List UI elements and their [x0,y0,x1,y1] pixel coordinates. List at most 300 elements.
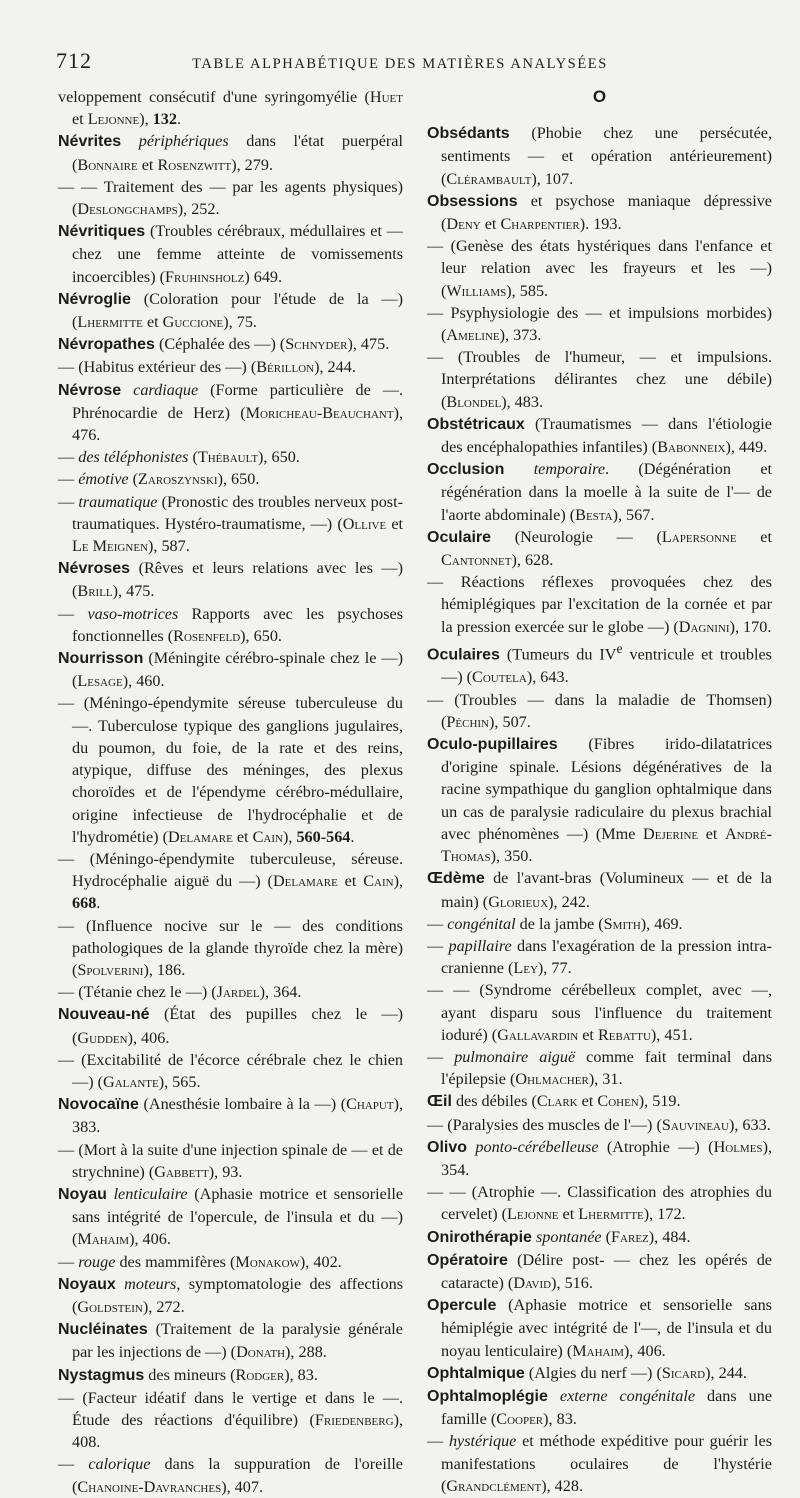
entry-text: Holmes [713,1137,763,1156]
entry-text: 560-564 [296,827,351,846]
index-entry [58,491,403,558]
entry-text: — (Paralysies des muscles de l'—) ( [427,1115,662,1134]
entry-text: ), 565. [158,1072,201,1091]
index-entry [58,379,403,447]
index-entry [427,689,772,733]
entry-headword: Opératoire [427,1251,508,1269]
entry-headword: Oculo-pupillaires [427,736,558,754]
entry-text: ), 406. [623,1341,666,1360]
left-column [58,86,403,1498]
entry-text: et [137,155,158,174]
entry-text: ), [393,872,403,891]
right-column [427,86,772,1497]
entry-text: et psychose maniaque dépressive ( [441,191,772,234]
entry-text: Chaput [346,1095,394,1114]
entry-text: (Méningite cérébro-spinale chez le —) ( [72,649,403,691]
entry-text: congénital [447,914,516,933]
entry-text: . (Dégénération et régénération dans la moelle à la suite de l'— de l'aorte abdominale) ( [441,460,772,524]
entry-text: ), 633. [728,1115,771,1134]
index-entry [58,288,403,333]
entry-text: ( [188,448,198,467]
entry-text: Goldstein [77,1297,143,1316]
entry-text: ), 350. [490,847,533,866]
entry-headword: Nystagmus [58,1366,145,1384]
index-entry [58,1453,403,1497]
entry-text: et [558,1205,579,1224]
entry-text [548,1387,560,1405]
entry-text: dans l'état puerpéral ( [72,132,403,174]
entry-text: Sauvineau [661,1115,729,1134]
entry-text: Delamare [167,827,233,846]
entry-text: ), 406. [129,1230,171,1249]
entry-text: ), 451. [650,1025,693,1044]
entry-text: ), 31. [588,1070,623,1089]
entry-text: (Anesthésie lombaire à la —) ( [138,1095,347,1114]
entry-text: des mineurs ( [144,1365,236,1384]
entry-text: et [480,215,501,234]
entry-text: ), 643. [526,668,569,687]
entry-headword: Occlusion [427,461,505,479]
index-entry [427,122,772,190]
entry-text: Clark [536,1092,578,1111]
entry-text: — — Traitement des — par les agents physiques) ( [58,177,403,219]
entry-text: Moricheau-Beauchant [245,403,394,422]
entry-text: dans une famille ( [441,1386,773,1429]
entry-text: 668 [72,894,97,913]
entry-text: — [427,1047,455,1066]
entry-text: externe congénitale [559,1386,696,1405]
entry-text: Rapports avec les psychoses fonctionnelles ( [72,604,404,645]
entry-text [121,132,139,150]
entry-text: hystérique [448,1432,517,1451]
entry-text: — (Méningo-épendymite séreuse tuberculeuse du —. Tuberculose typique des ganglions jugulaires, du poumon, du foie, de la rate et des reins, atypique, diffuse des méninges, des plexus choroïdes et de l'épendyme cérébro-médullaire, origine infectieuse de l'hydrocéphalie et de l'hydrométie) ( [58,694,403,846]
entry-text: Cooper [496,1410,544,1429]
entry-text: ), 408. [72,1410,403,1452]
index-entry [58,603,403,647]
index-entry [58,1387,403,1454]
index-entry [427,1090,772,1113]
entry-text: (Pronostic des troubles nerveux post-traumatiques. Hystéro-traumatisme, —) ( [72,492,403,533]
entry-text: ), 272. [142,1297,185,1316]
entry-text: et [578,1025,598,1044]
entry-text: . [176,110,181,129]
entry-text: Guccione [162,313,224,332]
entry-text: et [736,527,772,546]
entry-headword: Nourrisson [58,650,144,668]
entry-headword: Obsédants [427,125,510,143]
entry-text [116,1275,124,1293]
entry-text: — [427,1432,449,1451]
index-entry [58,468,403,490]
entry-text: (État des pupilles chez le —) ( [72,1005,403,1047]
entry-text: et [386,514,403,533]
index-entry [427,302,772,346]
index-entry [427,1294,772,1362]
entry-text: ), 279. [231,155,274,174]
entry-headword: Opercule [427,1297,497,1315]
entry-text: ), 402. [299,1252,342,1271]
entry-text: et méthode expéditive pour guérir les manifestations oculaires de l'hystérie ( [441,1432,772,1495]
entry-text: — [58,448,79,467]
entry-text: et [577,1092,598,1111]
index-entry [58,981,403,1003]
entry-text: vaso-motrices [87,604,179,623]
entry-headword: Noyaux [58,1275,116,1293]
index-entry [427,1114,772,1136]
entry-text: des débiles ( [451,1092,537,1111]
entry-text: Brill [77,582,113,601]
entry-text: — [58,1252,79,1271]
entry-text: ), 364. [259,983,302,1002]
entry-text: — (Mort à la suite d'une injection spinale de — et de strychnine) ( [58,1140,403,1181]
entry-text: ), 242. [548,892,590,911]
entry-text: Lejonne [87,110,140,129]
entry-text: ), 244. [705,1363,747,1382]
index-entry [58,1093,403,1138]
index-entry [427,235,772,302]
entry-text: ), 650. [217,470,260,489]
entry-headword: Œdème [427,870,485,888]
entry-text: Friedenberg [314,1410,394,1429]
entry-text: Le Meignen [72,537,148,556]
entry-text: ), 83. [543,1410,577,1429]
entry-text: Galante [103,1072,159,1091]
index-entry [58,446,403,468]
entry-text: ), 460. [122,672,165,691]
entry-text: André-Thomas [441,824,773,866]
entry-text: (Troubles cérébraux, médullaires et — chez une femme atteinte de vomissements incoercibles) ( [72,222,403,286]
entry-text: Lejonne [507,1205,559,1224]
entry-text: ), 252. [177,200,220,219]
entry-text: Blondel [446,392,502,411]
entry-text: Rodger [235,1365,285,1384]
entry-text: Dejerine [643,824,699,843]
entry-text: ), 288. [285,1343,327,1362]
entry-text: (Algies du nerf —) ( [524,1363,662,1382]
index-entry [427,458,772,526]
index-entry [58,557,403,602]
entry-headword: Obstétricaux [427,415,525,433]
entry-text: (Fibres irido-dilatatrices d'origine spinale. Lésions dégénératives de la racine sympathique du ganglion ophtalmique dans un cas de paralysie radiculaire du plexus brachial avec phénomènes —) (Mme [441,735,772,843]
entry-text: — Psyphysiologie des — et impulsions morbides) ( [427,303,772,345]
entry-headword: Œil [427,1093,452,1111]
entry-text: Cohen [597,1092,639,1111]
entry-text: Rosenfeld [173,626,241,645]
index-entry [58,86,403,130]
entry-text: Monakow [235,1252,300,1271]
entry-text: — (Influence nocive sur le — des conditions pathologiques de la glande thyroïde chez la mère) ( [58,916,403,979]
index-entry [58,692,403,847]
entry-text: pulmonaire aiguë [454,1047,576,1066]
index-entry [427,979,772,1046]
entry-text [107,1185,114,1203]
entry-text: Gabbett [154,1162,209,1181]
entry-text: Farez [611,1227,649,1246]
entry-text: lenticulaire [113,1184,188,1203]
entry-text: ), 516. [551,1273,593,1292]
entry-text: spontanée [535,1227,602,1246]
index-entry [58,1183,403,1251]
entry-text: Jardel [216,983,260,1002]
entry-text: ), 428. [541,1476,584,1495]
entry-text: et [232,827,253,846]
entry-text: périphériques [138,132,229,151]
index-entry [427,190,772,235]
entry-text: Lhermitte [77,313,143,332]
entry-text: dans la suppuration de l'oreille ( [72,1455,403,1496]
index-entry [58,848,403,915]
entry-text: ), 172. [643,1205,686,1224]
entry-text: ), 519. [638,1092,681,1111]
entry-text: ), 354. [441,1137,772,1179]
index-entry [58,220,403,288]
entry-text: Péchin [446,712,490,731]
entry-text: Zaroszynski [138,470,218,489]
entry-text: Bonnaire [77,155,138,174]
entry-text: . [96,894,101,913]
page-number: 712 [56,48,92,73]
entry-text: David [513,1273,552,1292]
entry-text: Williams [446,281,507,300]
index-entry [427,571,772,638]
entry-text: — (Troubles — dans la maladie de Thomsen) ( [427,690,772,731]
entry-text: Charpentier [500,215,580,234]
entry-text: ), 476. [72,403,403,445]
entry-text: temporaire [533,460,606,479]
entry-text: ( [601,1227,612,1246]
entry-text: cardiaque [133,380,199,399]
entry-text: — [58,604,88,623]
entry-text: Sicard [661,1363,706,1382]
entry-text: — (Excitabilité de l'écorce cérébrale chez le chien —) ( [58,1050,403,1091]
entry-text: — (Troubles de l'humeur, — et impulsions. Interprétations délirantes chez une débile) ( [427,348,772,411]
index-entry [427,526,772,571]
entry-text: Ley [513,959,538,978]
entry-text: (Neurologie — ( [491,527,662,546]
entry-text: ), 507. [489,712,531,731]
index-entry [427,413,772,458]
entry-text: Ameline [446,326,500,345]
index-entry [427,346,772,413]
entry-text: ), 93. [208,1162,243,1181]
entry-text: et [698,824,725,843]
entry-text: — (Tétanie chez le —) ( [58,983,217,1002]
entry-text: Lapersonne [661,527,737,546]
entry-text: Cain [252,827,283,846]
entry-text: (Traitement de la paralysie générale par les injections de —) ( [72,1320,403,1362]
entry-text: Dagnini [678,617,730,636]
index-entry [58,130,403,175]
entry-text: (Coloration pour l'étude de la —) ( [72,289,403,332]
entry-text: ), 107. [531,169,574,188]
entry-text: et [142,313,163,332]
index-entry [58,1049,403,1093]
entry-text: Delamare [272,872,338,891]
entry-text: ), [139,110,153,129]
entry-headword: Névroglie [58,290,131,308]
index-entry [427,935,772,979]
right-column-entries [427,122,772,1497]
section-letter: O [592,87,607,106]
entry-text: ) 649. [244,267,283,286]
entry-text: papillaire [448,936,512,955]
entry-text: Cantonnet [441,551,512,570]
index-entry [427,638,772,689]
entry-text: — [427,914,448,933]
entry-text: Clérambault [446,169,532,188]
index-entry [427,1249,772,1294]
index-entry [427,1046,772,1090]
entry-text: Schnyder [285,335,348,354]
index-entry [427,913,772,935]
entry-headword: Olivo [427,1138,468,1156]
entry-text: émotive [78,470,129,489]
index-entry [58,356,403,378]
entry-headword: Nouveau-né [58,1006,150,1024]
entry-text: ), 170. [729,617,772,636]
entry-text: e [616,640,623,656]
entry-text: ), 585. [506,281,549,300]
entry-text: Fruhinsholz [165,267,245,286]
entry-text: ), 449. [725,438,768,457]
entry-text: 132 [152,110,177,129]
entry-text: ). 193. [579,215,622,234]
entry-text: dans l'exagération de la pression intra-cranienne ( [441,936,773,978]
entry-text: calorique [88,1455,151,1474]
entry-text: ), 383. [72,1095,403,1137]
entry-text: — (Habitus extérieur des —) ( [58,358,257,377]
entry-text: — [58,492,79,511]
entry-text: ), 83. [284,1365,318,1384]
entry-text: ), 650. [240,626,282,645]
entry-text: moteurs [124,1274,177,1293]
entry-text: (Atrophie —) ( [598,1137,714,1156]
entry-text: ), 650. [258,448,300,467]
page-header [56,48,768,74]
index-entry [427,733,772,867]
entry-text: de l'avant-bras (Volumineux — et de la main) ( [441,869,772,911]
index-entry [58,1273,403,1318]
index-entry [58,176,403,220]
index-entry [58,1318,403,1363]
entry-text: ), 77. [537,959,572,978]
entry-text: Lhermitte [578,1205,644,1224]
entry-text: — — (Syndrome cérébelleux complet, avec —, ayant disparu sous l'influence du traitement ioduré) ( [427,981,772,1044]
entry-text: — Réactions réflexes provoquées chez des hémiplégiques par l'excitation de la cornée et par la pression exercée sur le globe —) ( [427,573,772,636]
entry-text: de la jambe ( [515,914,604,933]
entry-text: ( [128,470,139,489]
entry-text: ), 186. [143,960,186,979]
entry-text: ventricule et troubles —) ( [441,645,772,687]
entry-text [121,381,133,399]
index-entry [427,1181,772,1225]
entry-text: Chanoine-Davranches [77,1477,222,1496]
entry-text: Cain [363,872,394,891]
index-entry [427,867,772,912]
entry-text: ), 484. [648,1227,691,1246]
index-entry [58,915,403,982]
entry-text: Coutela [472,668,527,687]
index-entry [58,1003,403,1048]
entry-text: ), 373. [499,326,542,345]
entry-text: — [427,936,449,955]
entry-text: ), 406. [127,1028,170,1047]
entry-text [504,460,533,478]
index-entry [427,1362,772,1385]
entry-text: — (Facteur idéatif dans le vertige et dans le —. Étude des réactions d'équilibre) ( [58,1388,403,1429]
entry-text: Gudden [77,1028,128,1047]
entry-text: Smith [603,914,641,933]
entry-text: Rosenzwitt [157,155,232,174]
entry-text: (Aphasie motrice et sensorielle sans intégrité de l'opercule, de l'insula et du —) ( [72,1184,403,1249]
index-entry [58,1364,403,1387]
entry-text: Spolverini [77,960,144,979]
entry-text: ponto-cérébelleuse [475,1137,599,1156]
entry-text: et [72,110,88,129]
entry-text: (Tumeurs du IV [499,645,617,664]
entry-headword: Oculaire [427,528,492,546]
entry-headword: Novocaïne [58,1096,139,1114]
entry-headword: Onirothérapie [427,1228,532,1246]
entry-text: ), 469. [640,914,683,933]
entry-text: Bérillon [256,358,315,377]
entry-text: ), 75. [223,313,257,332]
entry-text: (Céphalée des —) ( [154,335,286,354]
entry-text: Deny [446,215,481,234]
entry-text: — (Méningo-épendymite tuberculeuse, séreuse. Hydrocéphalie aiguë du —) ( [58,849,403,891]
entry-headword: Nucléinates [58,1321,148,1339]
entry-text: — — (Atrophie —. Classification des atrophies du cervelet) ( [427,1183,772,1224]
entry-headword: Névrites [58,133,122,151]
entry-text: ), 567. [612,505,655,524]
entry-text: Babonneix [657,438,726,457]
index-entry [58,333,403,356]
index-entry [58,1139,403,1183]
entry-text: Deslongchamps [77,200,178,219]
entry-text: ), 407. [221,1477,263,1496]
entry-text: Rebattu [597,1025,651,1044]
entry-text: des mammifères ( [115,1252,236,1271]
entry-text: ), [282,827,297,846]
entry-headword: Noyau [58,1185,107,1203]
entry-text: ), 483. [501,392,543,411]
entry-text: (Délire post- — chez les opérés de cataracte) ( [441,1250,772,1292]
entry-text: Glorieux [488,892,549,911]
entry-text: Mahaim [77,1230,130,1249]
index-entry [427,1136,772,1181]
entry-text: (Traumatismes — dans l'étiologie des encéphalopathies infantiles) ( [441,414,772,457]
entry-text: des téléphonistes [78,448,189,467]
running-title: TABLE ALPHABÉTIQUE DES MATIÈRES ANALYSÉES [192,56,608,72]
entry-text: Gallavardin [497,1025,579,1044]
entry-headword: Névropathes [58,336,155,354]
entry-text: ), 475. [112,582,155,601]
entry-headword: Ophtalmoplégie [427,1387,548,1405]
entry-text: . [350,827,355,846]
entry-headword: Névrose [58,381,122,399]
entry-text: Lesage [77,672,123,691]
entry-headword: Ophtalmique [427,1364,525,1382]
entry-text: rouge [78,1252,116,1271]
entry-text: comme fait terminal dans l'épilepsie ( [441,1047,772,1089]
entry-text: ), 475. [347,335,390,354]
index-entry [427,1226,772,1249]
entry-headword: Obsessions [427,192,518,210]
entry-text: Mahaim [572,1341,624,1360]
entry-text: — [58,1455,89,1474]
entry-text: Besta [575,505,613,524]
entry-text: Thébault [197,448,259,467]
